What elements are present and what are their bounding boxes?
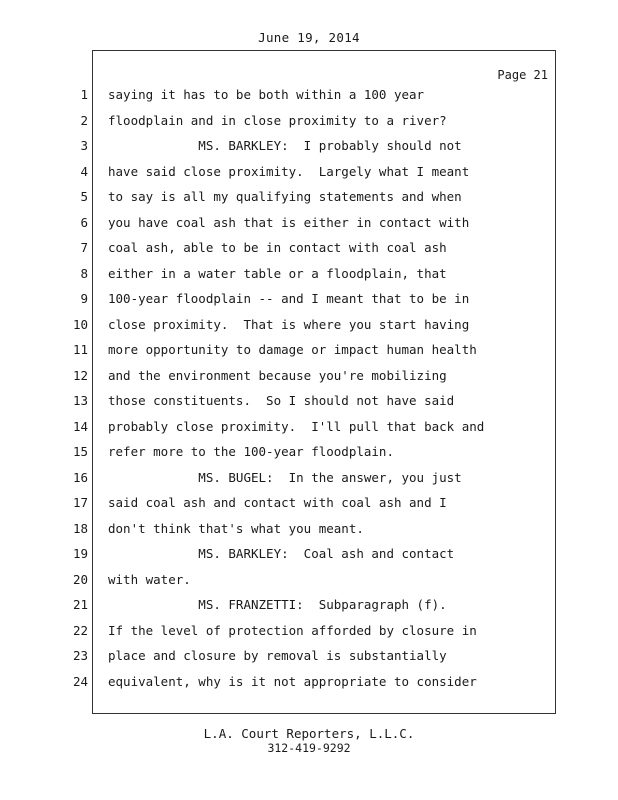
transcript-line: saying it has to be both within a 100 year [108, 87, 425, 102]
transcript-line: floodplain and in close proximity to a river? [108, 112, 447, 128]
line-number: 12 [72, 367, 88, 383]
transcript-line: MS. BARKLEY: I probably should not [108, 138, 462, 153]
line-number: 7 [80, 240, 88, 255]
line-number: 5 [80, 189, 88, 204]
transcript-line: said coal ash and contact with coal ash and I [108, 495, 447, 510]
line-number: 17 [72, 495, 88, 510]
line-number: 4 [80, 163, 88, 179]
line-number: 6 [80, 214, 88, 230]
transcript-line: probably close proximity. I'll pull that back and [108, 418, 485, 434]
line-number: 1 [80, 87, 88, 102]
transcript-line: with water. [108, 571, 191, 587]
transcript-line: close proximity. That is where you start having [108, 316, 470, 332]
transcript-line: don't think that's what you meant. [108, 520, 364, 536]
line-numbers [62, 87, 88, 699]
transcript-line: 100-year floodplain -- and I meant that to be in [108, 291, 470, 306]
footer-phone: 312-419-9292 [267, 741, 351, 755]
line-number: 19 [72, 546, 88, 561]
transcript-line: refer more to the 100-year floodplain. [108, 444, 394, 459]
line-number: 21 [72, 597, 88, 612]
line-number: 18 [72, 520, 88, 536]
transcript-line: MS. BUGEL: In the answer, you just [108, 469, 462, 485]
transcript-line: more opportunity to damage or impact human health [108, 342, 477, 357]
transcript-line: coal ash, able to be in contact with coal ash [108, 240, 447, 255]
line-number: 16 [72, 469, 88, 485]
line-number: 24 [72, 673, 88, 689]
footer [0, 727, 618, 755]
line-number: 3 [80, 138, 88, 153]
line-number: 11 [72, 342, 88, 357]
transcript-line: either in a water table or a floodplain, that [108, 265, 447, 281]
transcript-line: those constituents. So I should not have said [108, 393, 455, 408]
transcript-body [108, 87, 508, 699]
transcript-line: If the level of protection afforded by closure in [108, 622, 477, 638]
line-number: 13 [72, 393, 88, 408]
line-number: 23 [72, 648, 88, 663]
transcript-line: place and closure by removal is substantially [108, 648, 447, 663]
line-number: 9 [80, 291, 88, 306]
footer-company: L.A. Court Reporters, L.L.C. [203, 726, 415, 741]
transcript-line: MS. FRANZETTI: Subparagraph (f). [108, 597, 447, 612]
transcript-line: MS. BARKLEY: Coal ash and contact [108, 546, 455, 561]
line-number: 8 [80, 265, 88, 281]
line-number: 14 [72, 418, 88, 434]
page-number: Page 21 [497, 68, 548, 82]
line-number: 22 [72, 622, 88, 638]
transcript-line: to say is all my qualifying statements and when [108, 189, 462, 204]
line-number: 2 [80, 112, 88, 128]
line-number: 20 [72, 571, 88, 587]
transcript-line: equivalent, why is it not appropriate to consider [108, 673, 477, 689]
header-date: June 19, 2014 [258, 30, 360, 45]
line-number: 10 [72, 316, 88, 332]
transcript-line: have said close proximity. Largely what I meant [108, 163, 470, 179]
transcript-line: and the environment because you're mobilizing [108, 367, 447, 383]
line-number: 15 [72, 444, 88, 459]
transcript-line: you have coal ash that is either in contact with [108, 214, 470, 230]
